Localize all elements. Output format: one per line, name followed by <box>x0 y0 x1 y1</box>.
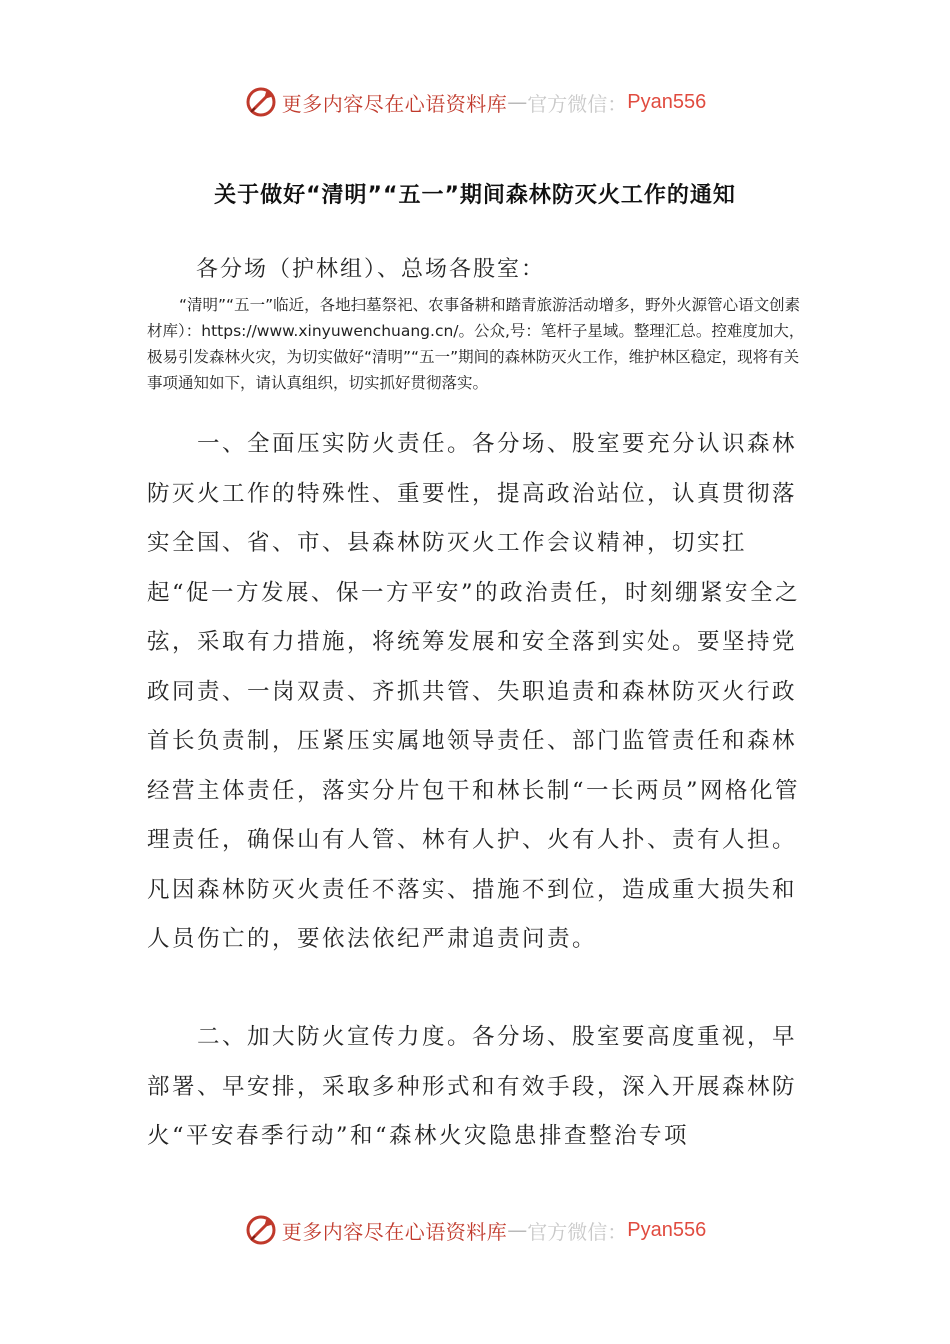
banner-official-label: 官方微信： <box>527 91 628 116</box>
intro-paragraph: “清明”“五一”临近，各地扫墓祭祀、农事备耕和踏青旅游活动增多，野外火源管心语文创素材库）：https://www.xinyuwenchuang.cn/。公众,号：笔杆子星域。整理汇总。控难度加大，极易引发森林火灾，为切实做好“清明”“五一”期间的森林防灭火工作，维护林区稳定，现将有关事项通知如下，请认真组织，切实抓好贯彻落实。 <box>147 296 805 392</box>
banner-dash: — <box>507 1218 528 1242</box>
header-banner <box>0 80 950 124</box>
quill-logo-icon <box>244 1213 278 1247</box>
banner-dash: — <box>507 90 528 114</box>
paragraph-fire-publicity: 二、加大防火宣传力度。各分场、股室要高度重视，早部署、早安排，采取多种形式和有效手段，深入开展森林防火“平安春季行动”和“森林火灾隐患排查整治专项 <box>147 1024 798 1149</box>
banner-wechat-id: Pyan556 <box>627 90 707 113</box>
footer-banner <box>0 1208 950 1252</box>
document-title: 关于做好“清明”“五一”期间森林防灭火工作的通知 <box>214 183 736 208</box>
salutation: 各分场（护林组）、总场各股室： <box>196 257 546 282</box>
banner-wechat-id: Pyan556 <box>627 1218 707 1241</box>
banner-library-text: 更多内容尽在心语资料库 <box>281 1219 508 1244</box>
banner-library-text: 更多内容尽在心语资料库 <box>281 91 508 116</box>
banner-official-label: 官方微信： <box>527 1219 628 1244</box>
quill-logo-icon <box>244 85 278 119</box>
paragraph-fire-responsibility: 一、全面压实防火责任。各分场、股室要充分认识森林防灭火工作的特殊性、重要性，提高政治站位，认真贯彻落实全国、省、市、县森林防灭火工作会议精神，切实扛起“促一方发展、保一方平安”的政治责任，时刻绷紧安全之弦，采取有力措施，将统筹发展和安全落到实处。要坚持党政同责、一岗双责、齐抓共管、失职追责和森林防灭火行政首长负责制，压紧压实属地领导责任、部门监管责任和森林经营主体责任，落实分片包干和林长制“一长两员”网格化管理责任，确保山有人管、林有人护、火有人扑、责有人担。凡因森林防灭火责任不落实、措施不到位，造成重大损失和人员伤亡的，要依法依纪严肃追责问责。 <box>147 431 801 952</box>
